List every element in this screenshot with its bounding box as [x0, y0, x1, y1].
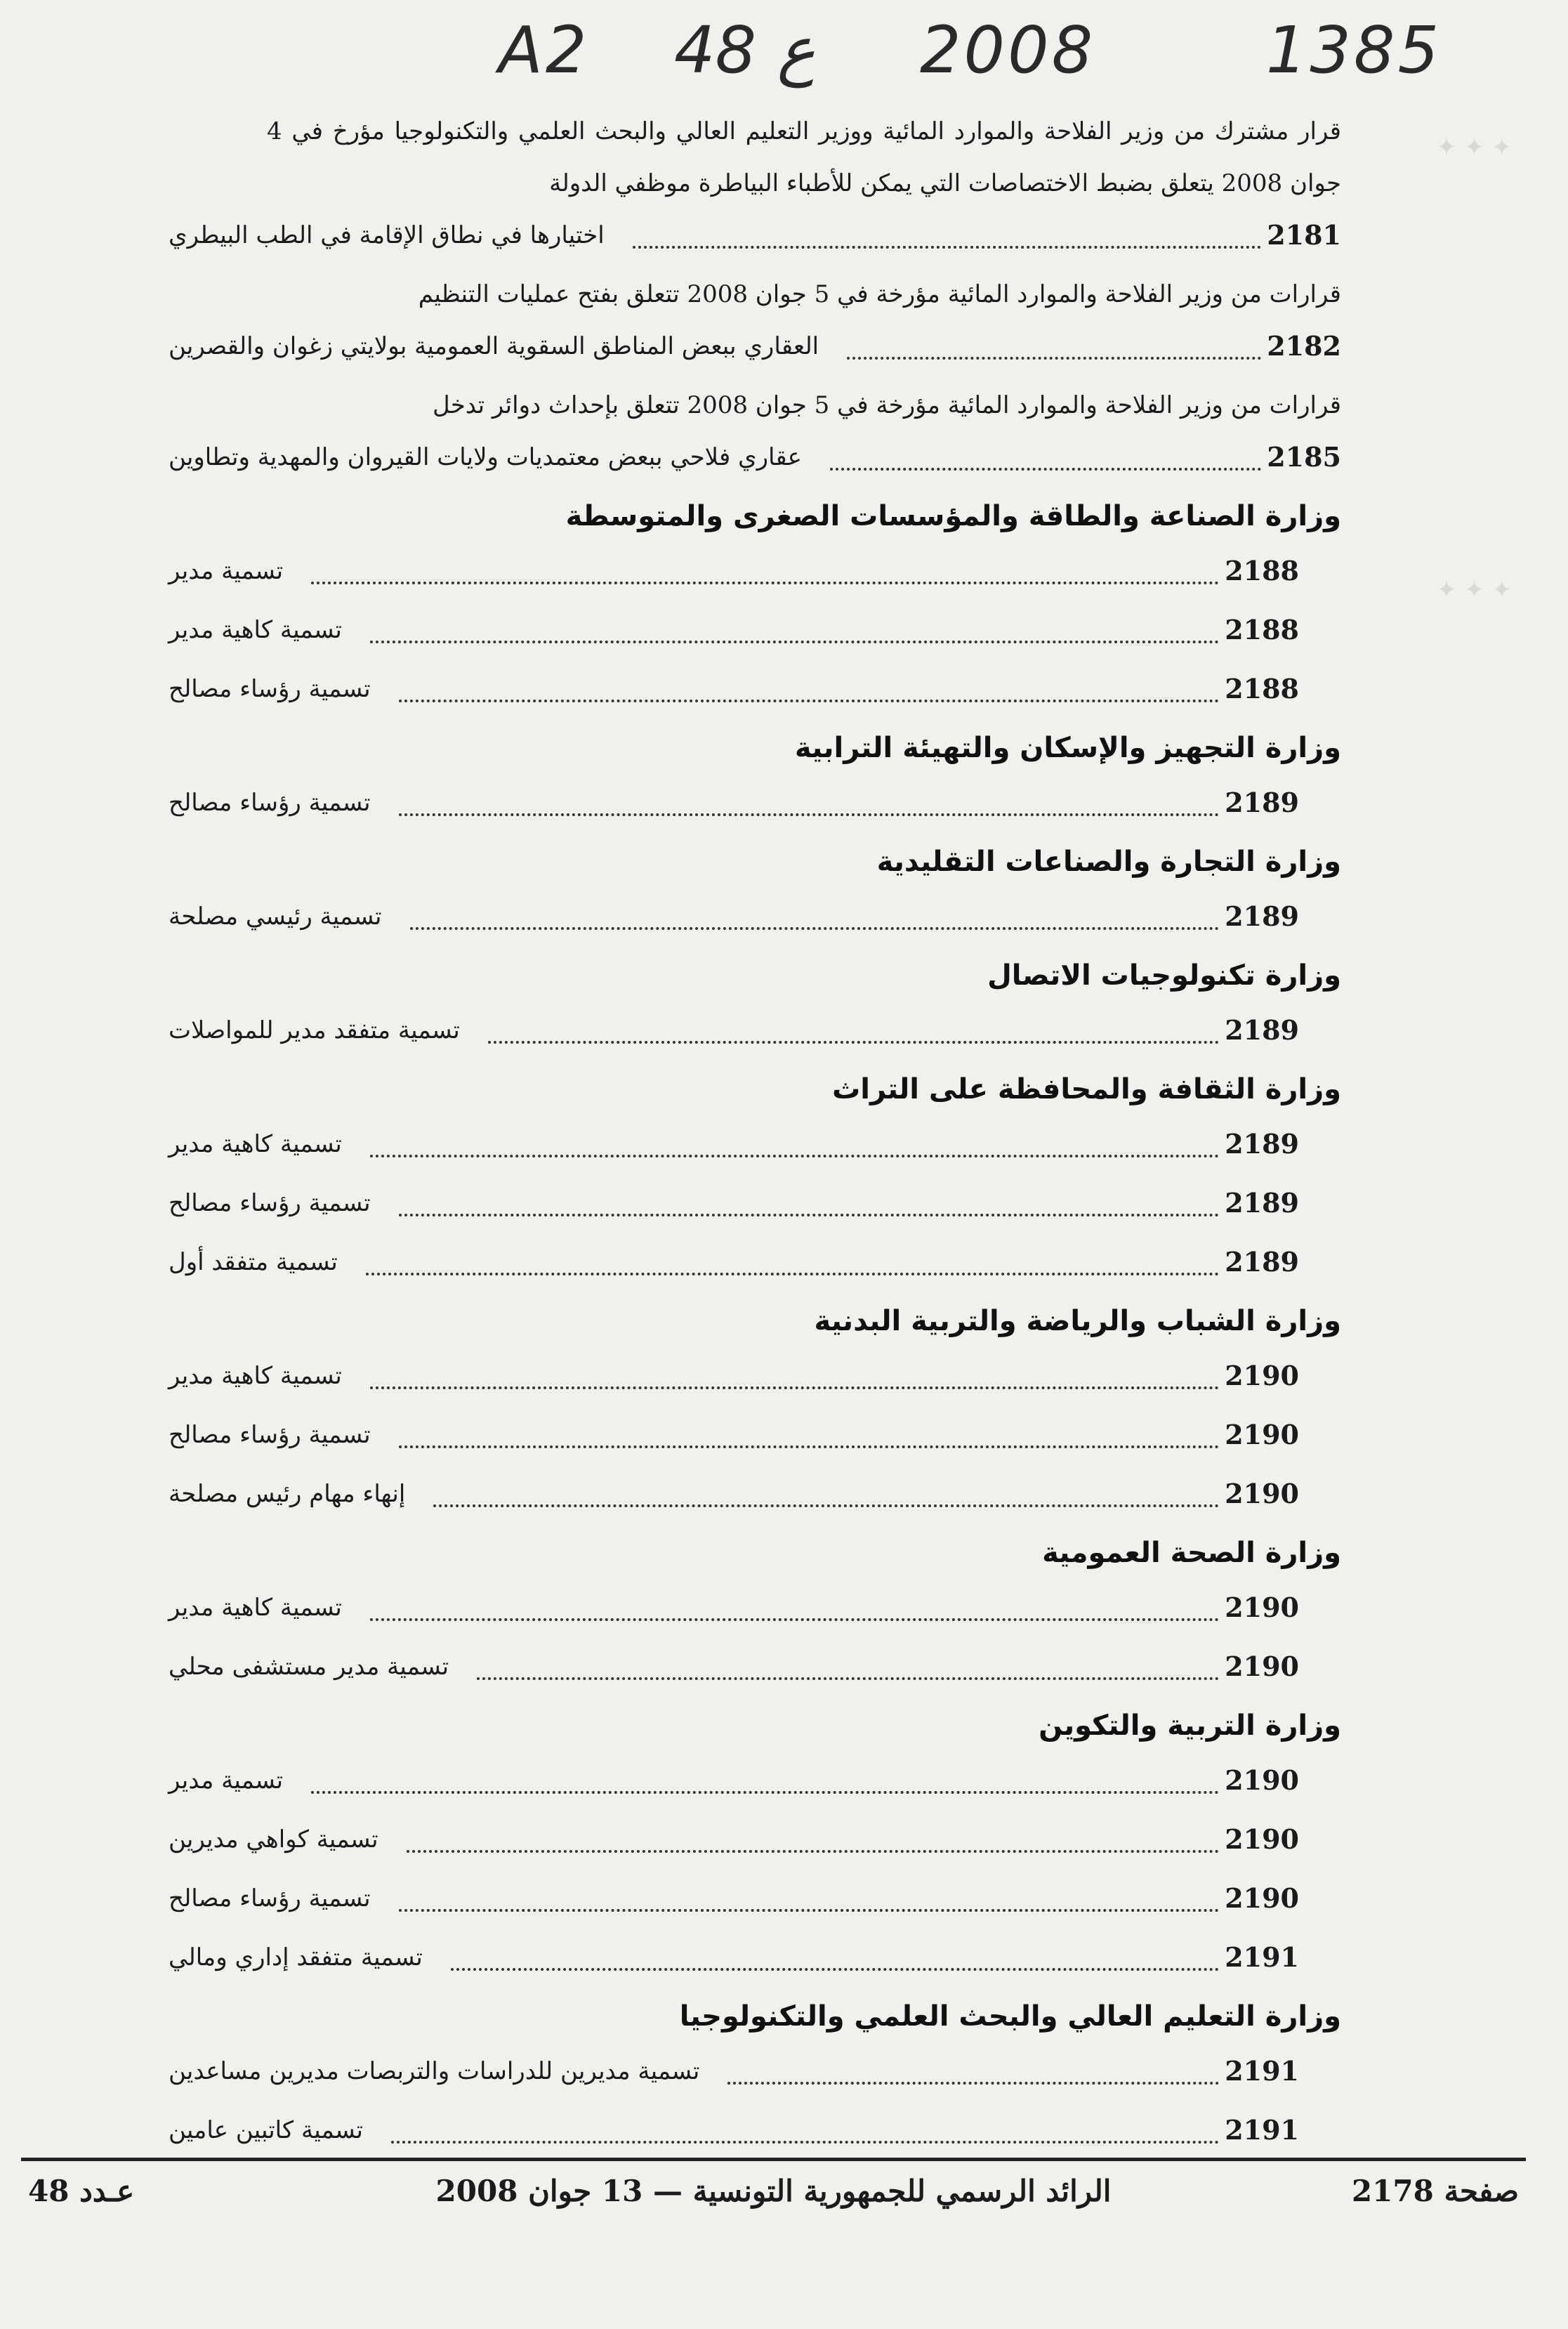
entry-label: تسمية رؤساء مصالح [169, 789, 371, 817]
page-number: 2188 [1225, 555, 1299, 586]
toc-entry [169, 1004, 1341, 1056]
toc-entry-decree [169, 268, 1341, 372]
entry-text-last: اختيارها في نطاق الإقامة في الطب البيطري [169, 221, 605, 249]
toc-entry [169, 777, 1341, 829]
page-footer [28, 2174, 1519, 2216]
entry-label: تسمية كاهية مدير [169, 1362, 342, 1390]
toc-entry [169, 1468, 1341, 1520]
entry-text-last: العقاري ببعض المناطق السقوية العمومية بولايتي زغوان والقصرين [169, 332, 819, 360]
page-number: 2190 [1225, 1651, 1299, 1682]
table-of-contents [169, 105, 1341, 2163]
leader-dots [399, 1445, 1220, 1448]
leader-dots [451, 1968, 1219, 1971]
page-number: 2188 [1225, 673, 1299, 704]
toc-entry-decree [169, 105, 1341, 261]
leader-dots [399, 813, 1220, 816]
publication-title: الرائد الرسمي للجمهورية التونسية — 13 جوان 2008 [435, 2174, 1112, 2208]
handwritten-annotation [449, 13, 1442, 90]
toc-entry [169, 2104, 1341, 2156]
entry-label: تسمية مدير مستشفى محلي [169, 1653, 449, 1681]
handwritten-mark-3: 2008 [920, 13, 1096, 88]
leader-dots [410, 927, 1220, 930]
leader-dots [311, 582, 1219, 584]
page-number: 2181 [1267, 219, 1341, 251]
entry-text-last: عقاري فلاحي ببعض معتمديات ولايات القيروان والمهدية وتطاوين [169, 443, 802, 471]
page-number: 2189 [1225, 1187, 1299, 1219]
leader-dots [399, 1214, 1220, 1216]
entry-label: تسمية كاهية مدير [169, 1594, 342, 1622]
entry-label: تسمية كاتبين عامين [169, 2116, 363, 2144]
entry-label: تسمية متفقد أول [169, 1248, 338, 1276]
handwritten-mark-2: 48 ع [674, 13, 816, 88]
ministry-heading: وزارة الشباب والرياضة والتربية البدنية [814, 1305, 1341, 1337]
bleed-through-text: ✦ ✦ ✦ [1436, 576, 1512, 604]
page-number: 2190 [1225, 1360, 1299, 1391]
leader-dots [370, 1155, 1219, 1157]
toc-entry [169, 1118, 1341, 1170]
page-label: صفحة 2178 [1351, 2174, 1519, 2208]
page-number: 2191 [1225, 2114, 1299, 2146]
ministry-heading: وزارة تكنولوجيات الاتصال [987, 959, 1341, 992]
page-number: 2185 [1267, 441, 1341, 473]
entry-label: تسمية رؤساء مصالح [169, 1189, 371, 1217]
toc-entry [169, 1931, 1341, 1983]
entry-label: تسمية رؤساء مصالح [169, 1884, 371, 1913]
leader-dots [830, 468, 1261, 471]
leader-dots [433, 1504, 1219, 1507]
leader-dots [488, 1041, 1219, 1044]
entry-label: تسمية مديرين للدراسات والتربصات مديرين مساعدين [169, 2057, 700, 2085]
handwritten-mark-1: A2 [499, 13, 590, 88]
leader-dots [391, 2141, 1219, 2144]
toc-entry-decree [169, 379, 1341, 483]
issue-number: عـدد 48 [28, 2174, 135, 2208]
ministry-heading: وزارة التجارة والصناعات التقليدية [876, 846, 1341, 878]
handwritten-mark-4: 1385 [1265, 13, 1442, 88]
toc-entry [169, 1754, 1341, 1806]
page-number: 2190 [1225, 1764, 1299, 1796]
entry-label: تسمية رؤساء مصالح [169, 675, 371, 703]
leader-dots [477, 1677, 1219, 1680]
page-number: 2190 [1225, 1592, 1299, 1623]
toc-entry [169, 1641, 1341, 1693]
page-number: 2188 [1225, 614, 1299, 645]
toc-entry [169, 891, 1341, 943]
entry-label: تسمية كاهية مدير [169, 616, 342, 644]
page-number: 2191 [1225, 1941, 1299, 1973]
toc-entry [169, 1350, 1341, 1402]
page-number: 2189 [1225, 1128, 1299, 1160]
page-number: 2189 [1225, 787, 1299, 818]
page-number: 2189 [1225, 1014, 1299, 1046]
entry-label: تسمية مدير [169, 557, 284, 585]
leader-dots [399, 1909, 1220, 1912]
ministry-heading: وزارة التعليم العالي والبحث العلمي والتكنولوجيا [679, 2000, 1341, 2033]
leader-dots [407, 1850, 1220, 1853]
entry-label: إنهاء مهام رئيس مصلحة [169, 1480, 406, 1508]
toc-entry [169, 1236, 1341, 1288]
leader-dots [366, 1273, 1219, 1275]
page-number: 2191 [1225, 2055, 1299, 2087]
entry-label: تسمية متفقد إداري ومالي [169, 1943, 423, 1972]
ministry-heading: وزارة التربية والتكوين [1039, 1710, 1341, 1742]
page-number: 2190 [1225, 1478, 1299, 1509]
leader-dots [370, 1386, 1219, 1389]
leader-dots [633, 246, 1262, 249]
toc-entry [169, 2045, 1341, 2097]
leader-dots [847, 357, 1261, 360]
toc-entry [169, 663, 1341, 715]
toc-entry [169, 1582, 1341, 1634]
entry-label: تسمية كواهي مديرين [169, 1825, 378, 1854]
page-number: 2189 [1225, 900, 1299, 932]
footer-divider [21, 2158, 1526, 2161]
leader-dots [311, 1791, 1219, 1794]
page-number: 2190 [1225, 1823, 1299, 1855]
leader-dots [370, 1618, 1219, 1621]
page-number: 2190 [1225, 1882, 1299, 1914]
ministry-heading: وزارة التجهيز والإسكان والتهيئة الترابية [794, 732, 1341, 764]
ministry-heading: وزارة الصحة العمومية [1042, 1537, 1341, 1569]
toc-entry [169, 1872, 1341, 1924]
entry-label: تسمية مدير [169, 1766, 284, 1795]
toc-entry [169, 545, 1341, 597]
toc-entry [169, 604, 1341, 656]
toc-entry [169, 1409, 1341, 1461]
page-number: 2190 [1225, 1419, 1299, 1450]
entry-text: قرار مشترك من وزير الفلاحة والموارد المائية ووزير التعليم العالي والبحث العلمي والتكنولوجيا مؤرخ في 4 جوان 2008 يتعلق بضبط الاختصاصات التي يمكن للأطباء البياطرة موظفي الدولة [267, 117, 1341, 197]
entry-text: قرارات من وزير الفلاحة والموارد المائية مؤرخة في 5 جوان 2008 تتعلق بإحداث دوائر تدخل [433, 391, 1341, 419]
toc-entry [169, 1177, 1341, 1229]
entry-label: تسمية كاهية مدير [169, 1130, 342, 1158]
entry-label: تسمية متفقد مدير للمواصلات [169, 1016, 460, 1044]
ministry-heading: وزارة الثقافة والمحافظة على التراث [832, 1073, 1341, 1106]
page-number: 2182 [1267, 330, 1341, 362]
entry-label: تسمية رئيسي مصلحة [169, 903, 382, 931]
page-number: 2189 [1225, 1246, 1299, 1278]
bleed-through-text: ✦ ✦ ✦ [1436, 133, 1512, 162]
ministry-heading: وزارة الصناعة والطاقة والمؤسسات الصغرى والمتوسطة [565, 500, 1341, 532]
leader-dots [370, 641, 1219, 643]
entry-text: قرارات من وزير الفلاحة والموارد المائية مؤرخة في 5 جوان 2008 تتعلق بفتح عمليات التنظيم [418, 280, 1341, 308]
entry-label: تسمية رؤساء مصالح [169, 1421, 371, 1449]
leader-dots [399, 700, 1220, 702]
leader-dots [727, 2082, 1219, 2085]
toc-entry [169, 1813, 1341, 1865]
